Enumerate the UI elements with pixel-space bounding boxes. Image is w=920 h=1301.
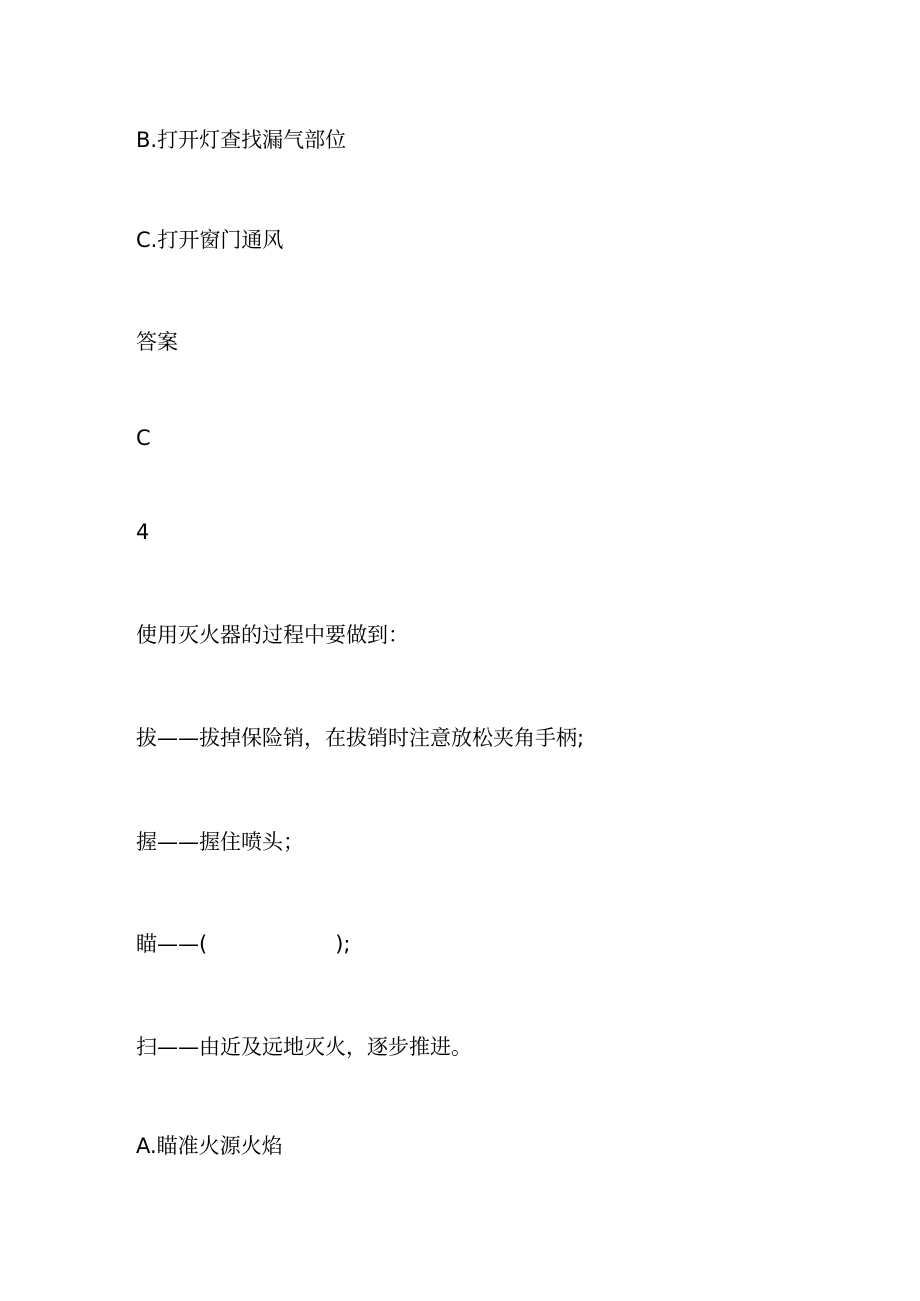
step-sweep: 扫——由近及远地灭火，逐步推进。 bbox=[136, 1035, 472, 1059]
option-c: C.打开窗门通风 bbox=[136, 228, 284, 252]
step-pull: 拔——拔掉保险销，在拔销时注意放松夹角手柄; bbox=[136, 726, 585, 750]
answer-label: 答案 bbox=[136, 330, 178, 354]
step-aim-suffix: ); bbox=[335, 932, 351, 956]
answer-value: C bbox=[136, 426, 151, 450]
option-a: A.瞄准火源火焰 bbox=[136, 1134, 283, 1158]
question-text: 使用灭火器的过程中要做到： bbox=[136, 623, 409, 647]
question-number: 4 bbox=[136, 520, 150, 544]
step-grip: 握——握住喷头； bbox=[136, 830, 304, 854]
step-aim bbox=[136, 930, 350, 958]
option-b: B.打开灯查找漏气部位 bbox=[136, 128, 347, 152]
step-aim-prefix: 瞄——( bbox=[136, 932, 208, 956]
